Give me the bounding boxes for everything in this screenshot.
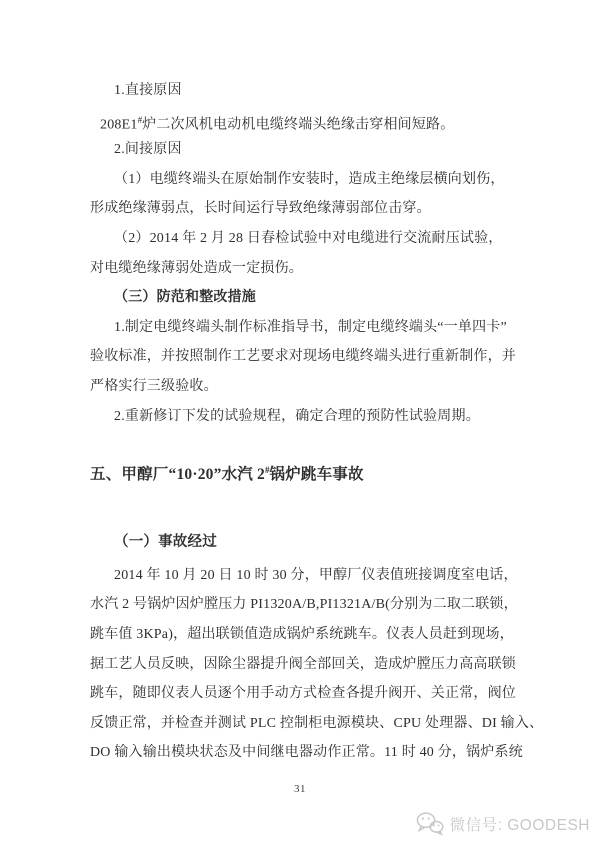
paragraph-line: 对电缆绝缘薄弱处造成一定损伤。 — [90, 260, 303, 276]
paragraph-line: （1）电缆终端头在原始制作安装时，造成主绝缘层横向划伤， — [114, 171, 505, 187]
list-item-indirect-cause: 2.间接原因 — [114, 142, 182, 158]
watermark-label: 微信号: GOODESH — [449, 816, 590, 834]
paragraph-line — [90, 106, 512, 136]
text-span: 锅炉跳车事故 — [269, 466, 364, 484]
subsection-heading-course: （一）事故经过 — [114, 534, 217, 551]
list-item-direct-cause: 1.直接原因 — [114, 83, 182, 98]
paragraph-line: 验收标准，并按照制作工艺要求对现场电缆终端头进行重新制作，并 — [90, 349, 516, 365]
wechat-watermark — [415, 811, 590, 836]
paragraph-line: 跳车，随即仪表人员逐个用手动方式检查各提升阀开、关正常，阀位 — [90, 686, 516, 702]
text-span: 五、甲醇厂“10·20”水汽 2 — [90, 466, 265, 484]
paragraph-line: 形成绝缘薄弱点，长时间运行导致绝缘薄弱部位击穿。 — [90, 201, 431, 217]
list-item-measure-2: 2.重新修订下发的试验规程，确定合理的预防性试验周期。 — [114, 408, 480, 424]
wechat-icon — [415, 811, 445, 836]
paragraph-line: 严格实行三级验收。 — [90, 378, 218, 394]
superscript-mark: # — [265, 465, 270, 476]
paragraph-line: DO 输入输出模块状态及中间继电器动作正常。11 时 40 分，锅炉系统 — [90, 745, 523, 761]
paragraph-line: 反馈正常，并检查并测试 PLC 控制柜电源模块、CPU 处理器、DI 输入、 — [90, 715, 544, 731]
paragraph-line: （2）2014 年 2 月 28 日春检试验中对电缆进行交流耐压试验， — [114, 230, 503, 246]
list-item-measure-1: 1.制定电缆终端头制作标准指导书，制定电缆终端头“一单四卡” — [114, 319, 507, 335]
page-number: 31 — [294, 783, 306, 795]
text-span: 208E1 — [100, 117, 138, 133]
subsection-heading-measures: （三）防范和整改措施 — [114, 290, 256, 306]
paragraph-line: 据工艺人员反映，因除尘器提升阀全部回关，造成炉膛压力高高联锁 — [90, 656, 516, 672]
paragraph-line: 跳车值 3KPa)，超出联锁值造成锅炉系统跳车。仪表人员赶到现场， — [90, 626, 514, 642]
text-span: 炉二次风机电动机电缆终端头绝缘击穿相间短路。 — [142, 117, 455, 133]
section-heading — [90, 455, 512, 485]
paragraph-line: 2014 年 10 月 20 日 10 时 30 分，甲醇厂仪表值班接调度室电话， — [114, 567, 518, 583]
superscript-mark: # — [137, 114, 143, 125]
paragraph-line: 水汽 2 号锅炉因炉膛压力 PI1320A/B,PI1321A/B(分别为二取二联锁， — [90, 597, 518, 613]
